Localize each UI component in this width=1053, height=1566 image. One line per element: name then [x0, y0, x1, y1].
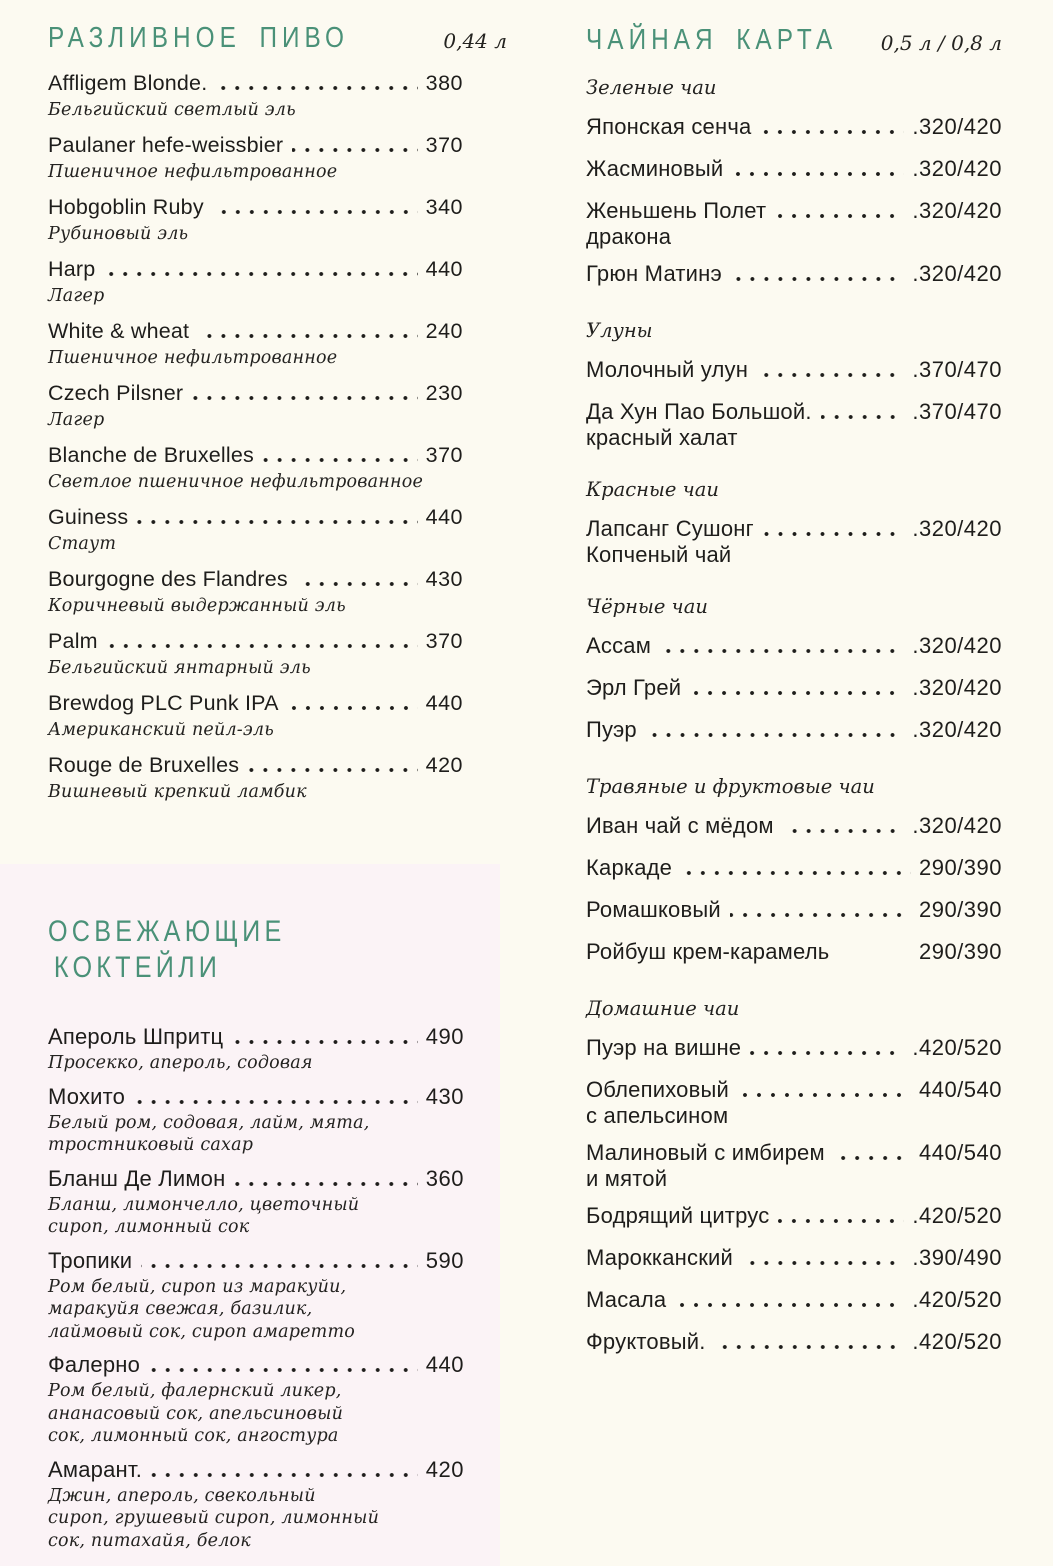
item-price: 430: [425, 567, 463, 591]
item-price: 370: [425, 629, 463, 653]
item-price: 360: [425, 1165, 464, 1191]
dots-leader: [757, 373, 904, 377]
menu-item-row: [586, 397, 1002, 427]
menu-item-row: [586, 937, 1002, 967]
menu-item-row: [586, 259, 1002, 289]
tea-group: [586, 595, 1002, 745]
beer-header: [48, 20, 507, 56]
tea-group-label: Красные чаи: [586, 478, 719, 501]
item-price: 490: [425, 1024, 464, 1049]
menu-item-row: [48, 68, 463, 98]
item-price: 290/390: [918, 855, 1002, 880]
tea-group: [586, 997, 1002, 1357]
tea-group-items: [586, 514, 1002, 565]
item-name: Blanche de Bruxelles: [48, 443, 254, 467]
menu-item: [586, 715, 1002, 745]
item-name: Бодрящий цитрус: [586, 1203, 770, 1228]
item-price: 290/390: [918, 939, 1002, 964]
item-price: .320/420: [912, 261, 1002, 286]
item-price: 380: [425, 71, 463, 95]
menu-item-row: [586, 1327, 1002, 1357]
item-name: Фалерно: [48, 1352, 141, 1377]
item-name: Palm: [48, 629, 98, 653]
menu-item: [48, 1082, 464, 1157]
menu-item-row: [586, 196, 1002, 226]
menu-item: [586, 355, 1002, 385]
item-name: Фруктовый.: [586, 1329, 706, 1354]
tea-group: [586, 76, 1002, 289]
item-price: 440: [425, 1352, 464, 1377]
menu-item: [48, 1455, 464, 1553]
tea-group: [586, 478, 1002, 565]
item-price: .320/420: [912, 156, 1002, 181]
item-description: Белый ром, содовая, лайм, мята, тростниковый сахар: [48, 1112, 370, 1155]
item-description: Стаут: [48, 534, 117, 554]
dots-leader: [248, 768, 417, 772]
dots-leader: [263, 458, 418, 462]
dots-leader: [750, 1051, 904, 1055]
dots-leader: [690, 691, 904, 695]
dots-leader: [715, 1345, 905, 1349]
item-description: Пшеничное нефильтрованное: [48, 348, 338, 368]
dots-leader: [137, 520, 417, 524]
item-description: Лагер: [48, 410, 105, 430]
menu-item-row: [586, 715, 1002, 745]
menu-item: [586, 259, 1002, 289]
item-price: .320/420: [912, 516, 1002, 541]
menu-item: [586, 1075, 1002, 1126]
item-name: Brewdog PLC Punk IPA: [48, 691, 279, 715]
menu-item: [586, 1243, 1002, 1273]
item-description: Бланш, лимончелло, цветочный сироп, лимонный сок: [48, 1194, 360, 1237]
menu-item: [586, 1138, 1002, 1189]
dots-leader: [775, 214, 904, 218]
item-name: Облепиховый: [586, 1077, 729, 1102]
dots-leader: [660, 649, 904, 653]
menu-item: [48, 750, 463, 804]
dots-leader: [141, 1264, 418, 1268]
menu-item-row: [48, 1350, 464, 1380]
tea-group-label: Улуны: [586, 319, 653, 342]
menu-item: [586, 196, 1002, 247]
item-name: White & wheat: [48, 319, 190, 343]
item-description: Лагер: [48, 286, 105, 306]
dots-leader: [216, 86, 417, 90]
item-description: Бельгийский янтарный эль: [48, 658, 311, 678]
item-description: Коричневый выдержанный эль: [48, 596, 346, 616]
dots-leader: [292, 148, 417, 152]
item-price: .420/520: [912, 1329, 1002, 1354]
menu-item: [586, 397, 1002, 448]
dots-leader: [778, 1219, 904, 1223]
menu-item-row: [586, 112, 1002, 142]
menu-item-row: [586, 355, 1002, 385]
tea-volume-label: 0,5 л / 0,8 л: [880, 31, 1002, 55]
menu-item-row: [586, 811, 1002, 841]
menu-item: [48, 440, 463, 494]
dots-leader: [198, 334, 417, 338]
item-price: .420/520: [912, 1287, 1002, 1312]
item-description: Американский пейл-эль: [48, 720, 274, 740]
menu-item: [586, 895, 1002, 925]
menu-item-row: [48, 626, 463, 656]
menu-item-row: [48, 1455, 464, 1485]
item-price: 440/540: [918, 1140, 1002, 1165]
item-price: 340: [425, 195, 463, 219]
item-name-continued: и мятой: [586, 1166, 668, 1191]
item-name: Bourgogne des Flandres: [48, 567, 288, 591]
item-name: Бланш Де Лимон: [48, 1165, 226, 1191]
menu-item: [48, 378, 463, 432]
item-name-continued: красный халат: [586, 425, 738, 450]
tea-group: [586, 319, 1002, 448]
menu-item: [586, 1285, 1002, 1315]
dots-leader: [834, 1156, 911, 1160]
menu-item: [48, 1350, 464, 1448]
item-description: Пшеничное нефильтрованное: [48, 162, 338, 182]
item-price: .370/470: [912, 399, 1002, 424]
dots-leader: [742, 1261, 904, 1265]
dots-leader: [213, 210, 418, 214]
tea-section-title: ЧАЙНАЯ КАРТА: [586, 24, 838, 56]
tea-group-label: Чёрные чаи: [586, 595, 708, 618]
item-price: 440: [425, 691, 463, 715]
item-description: Просекко, апероль, содовая: [48, 1053, 313, 1073]
beer-volume-label: 0,44 л: [443, 29, 507, 53]
beer-item-list: [48, 68, 463, 804]
tea-group: [586, 775, 1002, 967]
item-name: Апероль Шпритц: [48, 1024, 224, 1049]
dots-leader: [288, 706, 418, 710]
menu-item: [48, 192, 463, 246]
menu-item-row: [586, 631, 1002, 661]
item-name: Пуэр на вишне: [586, 1035, 742, 1060]
tea-section: [586, 22, 1002, 1369]
menu-item-row: [48, 440, 463, 470]
dots-leader: [731, 277, 904, 281]
beer-section: [48, 20, 507, 812]
menu-item: [586, 514, 1002, 565]
item-price: .320/420: [912, 198, 1002, 223]
menu-item-row: [48, 378, 463, 408]
item-name: Paulaner hefe-weissbier: [48, 133, 284, 157]
item-name: Иван чай с мёдом: [586, 813, 774, 838]
tea-group-items: [586, 631, 1002, 745]
menu-item-row: [48, 750, 463, 780]
dots-leader: [104, 272, 417, 276]
menu-item-row: [586, 514, 1002, 544]
menu-item: [586, 1201, 1002, 1231]
item-description: Ром белый, сироп из маракуйи, маракуйя свежая, базилик, лаймовый сок, сироп амаретто: [48, 1276, 355, 1342]
dots-leader: [192, 396, 417, 400]
menu-item-row: [48, 254, 463, 284]
menu-item: [586, 1327, 1002, 1357]
item-name: Каркаде: [586, 855, 673, 880]
cocktail-item-list: [48, 1022, 464, 1552]
dots-leader: [760, 130, 904, 134]
item-price: 430: [425, 1083, 464, 1109]
item-name: Guiness: [48, 505, 129, 529]
menu-item: [48, 254, 463, 308]
item-name: Мохито: [48, 1083, 126, 1109]
item-name: Пуэр: [586, 717, 637, 742]
item-name: Ромашковый: [586, 897, 721, 922]
dots-leader: [151, 1473, 418, 1477]
item-price: 440/540: [918, 1077, 1002, 1102]
menu-item: [48, 68, 463, 122]
tea-group-label: Зеленые чаи: [586, 76, 717, 99]
menu-item: [48, 316, 463, 370]
item-description: Бельгийский светлый эль: [48, 100, 296, 120]
item-name: Ройбуш крем-карамель: [586, 939, 830, 964]
dots-leader: [149, 1368, 418, 1372]
tea-group-items: [586, 1033, 1002, 1357]
menu-item-row: [586, 1201, 1002, 1231]
item-price: 440: [425, 505, 463, 529]
menu-item: [586, 937, 1002, 967]
menu-item-row: [48, 502, 463, 532]
tea-header: [586, 22, 1002, 58]
menu-item-row: [586, 1033, 1002, 1063]
item-price: .320/420: [912, 717, 1002, 742]
menu-item-row: [48, 316, 463, 346]
item-price: 440: [425, 257, 463, 281]
menu-item: [586, 112, 1002, 142]
item-price: .420/520: [912, 1035, 1002, 1060]
tea-group-list: [586, 76, 1002, 1357]
item-price: 420: [425, 1456, 464, 1482]
item-name: Hobgoblin Ruby: [48, 195, 204, 219]
menu-item: [586, 1033, 1002, 1063]
item-name: Эрл Грей: [586, 675, 682, 700]
item-name: Лапсанг Сушонг: [586, 516, 754, 541]
item-name: Малиновый с имбирем: [586, 1140, 825, 1165]
menu-item-row: [48, 688, 463, 718]
menu-item: [586, 811, 1002, 841]
menu-item-row: [48, 192, 463, 222]
item-price: 370: [425, 443, 463, 467]
dots-leader: [646, 733, 905, 737]
cocktails-section: [0, 864, 500, 1552]
menu-item-row: [586, 1285, 1002, 1315]
menu-item-row: [48, 130, 463, 160]
item-name: Rouge de Bruxelles: [48, 753, 240, 777]
item-price: 290/390: [918, 897, 1002, 922]
item-name: Грюн Матинэ: [586, 261, 722, 286]
item-name: Жасминовый: [586, 156, 724, 181]
item-description: Вишневый крепкий ламбик: [48, 782, 307, 802]
cocktails-title-line1: ОСВЕЖАЮЩИЕ: [48, 915, 286, 948]
item-name: Harp: [48, 257, 96, 281]
dots-leader: [107, 644, 418, 648]
item-name: Czech Pilsner: [48, 381, 184, 405]
dots-leader: [234, 1182, 417, 1186]
item-price: .320/420: [912, 114, 1002, 139]
menu-item-row: [586, 673, 1002, 703]
item-description: Рубиновый эль: [48, 224, 189, 244]
menu-item-row: [48, 564, 463, 594]
dots-leader: [134, 1100, 418, 1104]
dots-leader: [297, 582, 418, 586]
menu-item-row: [586, 1138, 1002, 1168]
dots-leader: [838, 955, 911, 959]
menu-item: [586, 673, 1002, 703]
tea-group-items: [586, 811, 1002, 967]
dots-leader: [232, 1040, 417, 1044]
item-name: Тропики: [48, 1247, 133, 1273]
menu-item: [48, 1164, 464, 1239]
item-name-continued: дракона: [586, 224, 672, 249]
item-description: Светлое пшеничное нефильтрованное: [48, 472, 424, 492]
item-price: .370/470: [912, 357, 1002, 382]
item-price: 240: [425, 319, 463, 343]
item-description: Ром белый, фалернский ликер, ананасовый сок, апельсиновый сок, лимонный сок, ангостура: [48, 1381, 344, 1446]
cocktails-header: [48, 914, 464, 986]
menu-item: [48, 1246, 464, 1344]
item-name: Ассам: [586, 633, 652, 658]
item-price: .320/420: [912, 633, 1002, 658]
cocktails-title-line2: КОКТЕЙЛИ: [53, 951, 222, 984]
dots-leader: [821, 415, 905, 419]
item-price: .390/490: [912, 1245, 1002, 1270]
item-name: Масала: [586, 1287, 667, 1312]
item-description: Джин, апероль, свекольный сироп, грушевый сироп, лимонный сок, питахайя, белок: [48, 1485, 380, 1551]
item-price: 370: [425, 133, 463, 157]
dots-leader: [738, 1093, 911, 1097]
menu-item-row: [586, 1075, 1002, 1105]
menu-item-row: [48, 1246, 464, 1276]
menu-item: [48, 688, 463, 742]
item-name-continued: с апельсином: [586, 1103, 729, 1128]
item-name: Да Хун Пао Большой.: [586, 399, 812, 424]
menu-item-row: [586, 154, 1002, 184]
item-name: Амарант.: [48, 1456, 143, 1482]
dots-leader: [763, 532, 905, 536]
menu-item: [48, 502, 463, 556]
tea-group-label: Домашние чаи: [586, 997, 740, 1020]
dots-leader: [675, 1303, 904, 1307]
menu-item-row: [586, 853, 1002, 883]
menu-item: [48, 130, 463, 184]
item-name: Марокканский: [586, 1245, 734, 1270]
dots-leader: [730, 913, 911, 917]
menu-item: [48, 1022, 464, 1075]
beer-section-title: РАЗЛИВНОЕ ПИВО: [48, 22, 350, 54]
menu-item: [586, 853, 1002, 883]
menu-item-row: [48, 1164, 464, 1194]
item-name: Японская сенча: [586, 114, 752, 139]
cocktails-panel: [0, 864, 500, 1566]
menu-item-row: [586, 895, 1002, 925]
item-name: Женьшень Полет: [586, 198, 767, 223]
item-price: .420/520: [912, 1203, 1002, 1228]
dots-leader: [681, 871, 911, 875]
menu-item-row: [586, 1243, 1002, 1273]
tea-group-items: [586, 355, 1002, 448]
item-price: 230: [425, 381, 463, 405]
item-price: .320/420: [912, 675, 1002, 700]
item-price: 420: [425, 753, 463, 777]
tea-group-label: Травяные и фруктовые чаи: [586, 775, 875, 798]
item-price: 590: [425, 1247, 464, 1273]
menu-item: [48, 564, 463, 618]
tea-group-items: [586, 112, 1002, 289]
item-name: Affligem Blonde.: [48, 71, 208, 95]
item-price: .320/420: [912, 813, 1002, 838]
item-name-continued: Копченый чай: [586, 542, 732, 567]
dots-leader: [783, 829, 905, 833]
menu-item-row: [48, 1082, 464, 1112]
dots-leader: [732, 172, 904, 176]
menu-item-row: [48, 1022, 464, 1052]
menu-item: [48, 626, 463, 680]
item-name: Молочный улун: [586, 357, 749, 382]
menu-item: [586, 631, 1002, 661]
menu-item: [586, 154, 1002, 184]
